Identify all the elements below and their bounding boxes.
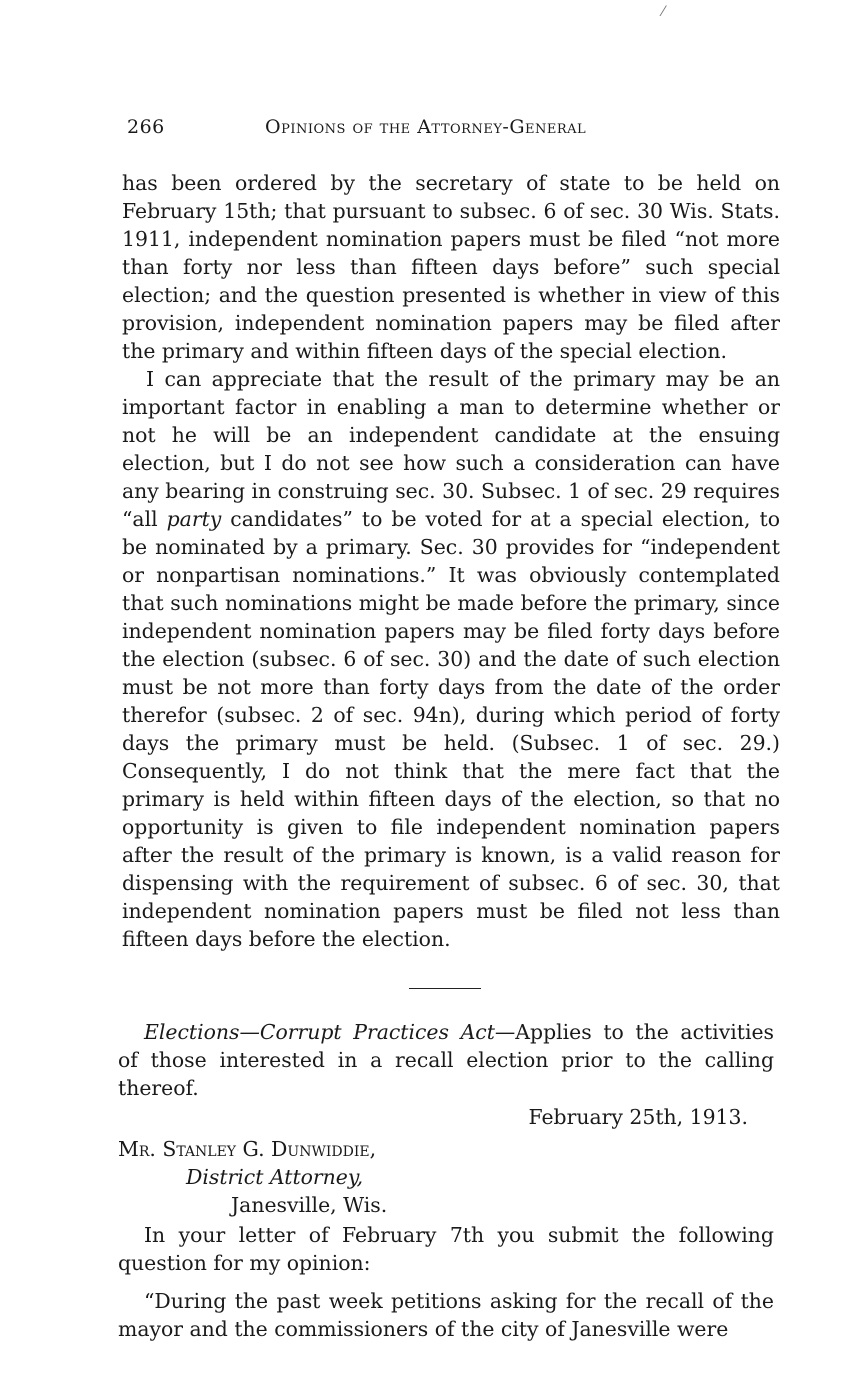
section-divider [409, 988, 481, 989]
addressee-title: District Attorney, [186, 1165, 364, 1189]
headnote [118, 1018, 774, 1102]
emphasis-party: party [166, 507, 222, 531]
quoted-question-text: “During the past week petitions asking for the recall of the mayor and the commissioners of the city of Janesville were [118, 1289, 774, 1341]
addressee-name: Mr. Stanley G. Dunwiddie, [118, 1137, 377, 1161]
headnote-summary: —Applies to the activities of those interested in a recall election prior to the calling thereof. [118, 1020, 774, 1100]
addressee-location: Janesville, Wis. [231, 1193, 388, 1217]
page-number: 266 [127, 116, 165, 138]
running-title: Opinions of the Attorney-General [265, 116, 587, 138]
letter-intro [118, 1221, 774, 1277]
paragraph-text-part-a: I can appreciate that the result of the primary may be an important factor in enabling a man to determine whether or not he will be an independent candidate at the ensuing election, but I do not see how such a consideration can have any bearing in construing sec. 30. Subsec. 1 of sec. 29 requires “all [122, 367, 780, 531]
paragraph-text-part-b: candidates” to be voted for at a special election, to be nominated by a primary. Sec. 30 provides for “independent or nonpartisan nominations.” It was obviously contemplated that such nominations might be made before the primary, since independent nomination papers may be filed forty days before the election (subsec. 6 of sec. 30) and the date of such election must be not more than forty days from the date of the order therefor (subsec. 2 of sec. 94n), during which period of forty days the primary must be held. (Subsec. 1 of sec. 29.) Consequently, I do not think that the mere fact that the primary is held within fifteen days of the election, so that no opportunity is given to file independent nomination papers after the result of the primary is known, is a valid reason for dispensing with the requirement of subsec. 6 of sec. 30, that independent nomination papers must be filed not less than fifteen days before the election. [122, 507, 781, 951]
paragraph-continuation: has been ordered by the secretary of state to be held on February 15th; that pursuant to subsec. 6 of sec. 30 Wis. Stats. 1911, independent nomination papers must be filed “not more than forty nor less than fifteen days before” such special election; and the question presented is whether in view of this provision, independent nomination papers may be filed after the primary and within fifteen days of the special election. [122, 171, 780, 363]
paragraph-opinion [122, 365, 780, 953]
new-opinion-section [118, 1018, 774, 1343]
scan-mark: ⁄ [662, 4, 665, 20]
headnote-topic: Elections—Corrupt Practices Act [144, 1020, 495, 1044]
letter-intro-text: In your letter of February 7th you submit the following question for my opinion: [118, 1223, 774, 1275]
quoted-question [118, 1287, 774, 1343]
body-text [122, 169, 780, 953]
letter-date: February 25th, 1913. [528, 1105, 748, 1129]
